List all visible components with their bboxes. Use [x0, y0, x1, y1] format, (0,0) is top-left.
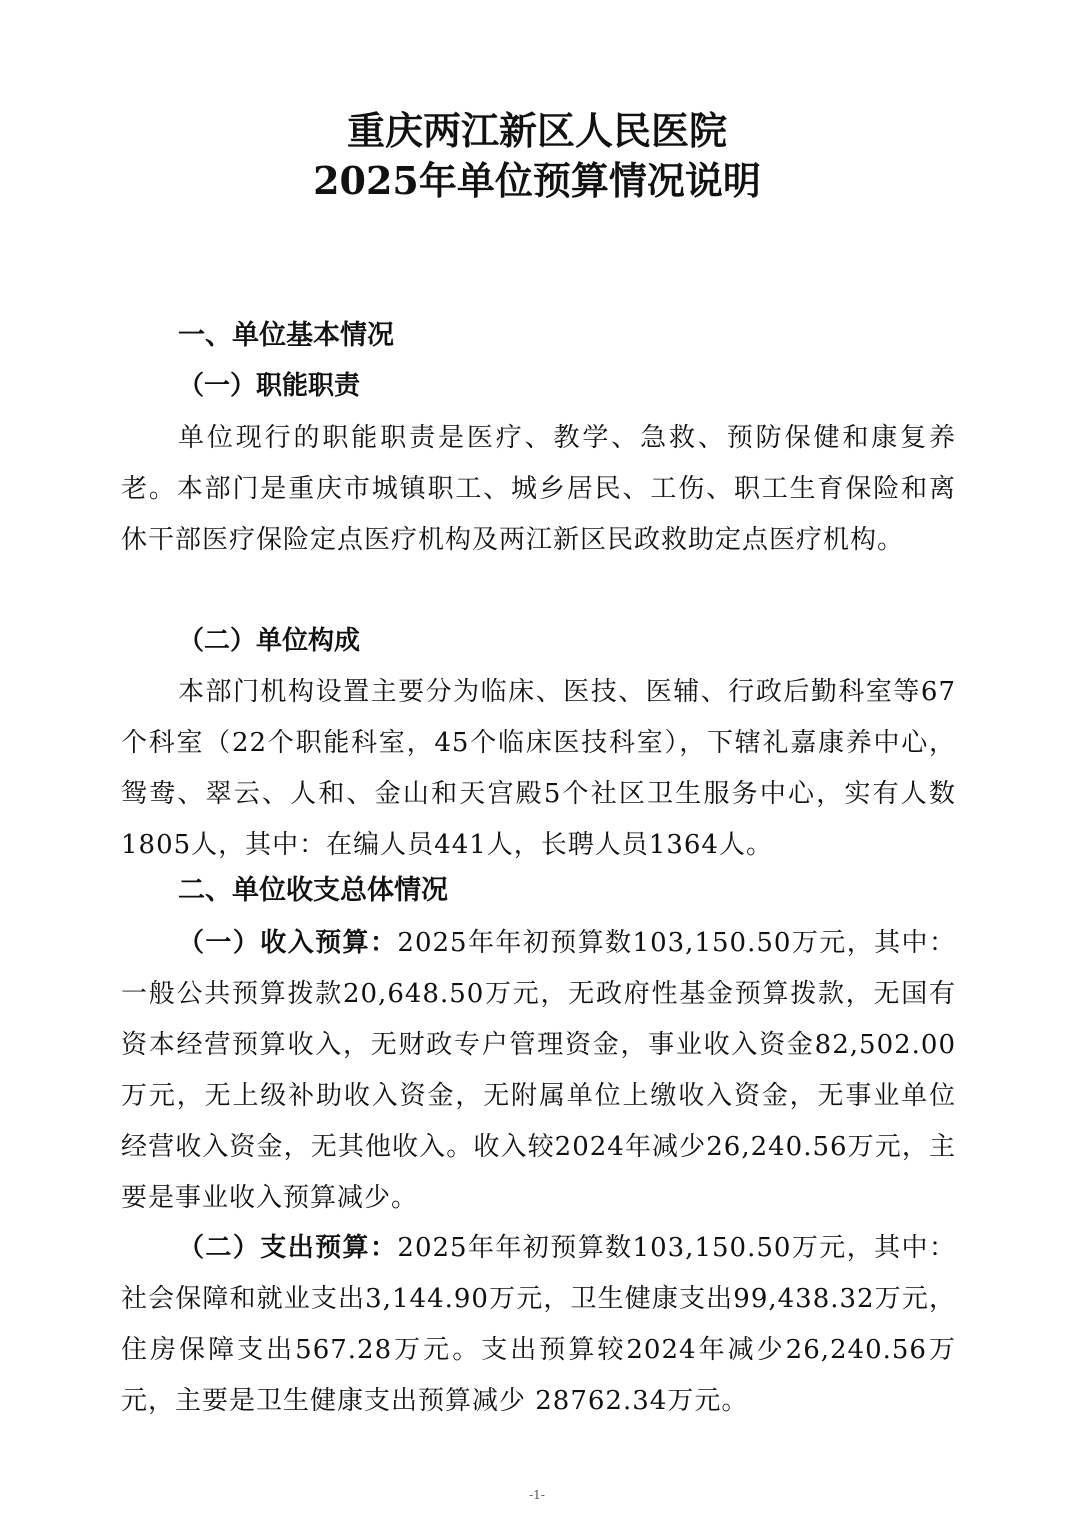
document-title-line2: 2025年单位预算情况说明 — [313, 158, 761, 203]
expense-lead: （二）支出预算： — [178, 1233, 398, 1263]
income-paragraph — [121, 918, 956, 1224]
section1-sub2-heading: （二）单位构成 — [178, 626, 361, 656]
section1-sub2-paragraph: 本部门机构设置主要分为临床、医技、医辅、行政后勤科室等67个科室（22个职能科室，45个临床医技科室），下辖礼嘉康养中心，鸳鸯、翠云、人和、金山和天宫殿5个社区卫生服务中心，实有人数1805人，其中：在编人员441人，长聘人员1364人。 — [121, 677, 956, 860]
expense-paragraph — [121, 1223, 956, 1427]
section1-sub1-paragraph: 单位现行的职能职责是医疗、教学、急救、预防保健和康复养老。本部门是重庆市城镇职工、城乡居民、工伤、职工生育保险和离休干部医疗保险定点医疗机构及两江新区民政救助定点医疗机构。 — [121, 423, 956, 555]
section1-heading: 一、单位基本情况 — [178, 320, 394, 351]
document-title-line1: 重庆两江新区人民医院 — [346, 108, 727, 153]
section1-sub1-heading: （一）职能职责 — [178, 371, 361, 401]
income-lead: （一）收入预算： — [178, 928, 398, 958]
income-text: 2025年年初预算数103,150.50万元，其中：一般公共预算拨款20,648.50万元，无政府性基金预算拨款，无国有资本经营预算收入，无财政专户管理资金，事业收入资金82,502.00万元，无上级补助收入资金，无附属单位上缴收入资金，无事业单位经营收入资金，无其他收入。收入较2024年减少26,240.56万元，主要是事业收入预算减少。 — [121, 928, 956, 1213]
page-number: -1- — [529, 1488, 545, 1502]
expense-text: 2025年年初预算数103,150.50万元，其中：社会保障和就业支出3,144.90万元，卫生健康支出99,438.32万元，住房保障支出567.28万元。支出预算较2024年减少26,240.56万元，主要是卫生健康支出预算减少 28762.34万元。 — [121, 1233, 956, 1416]
section2-heading: 二、单位收支总体情况 — [178, 875, 448, 906]
